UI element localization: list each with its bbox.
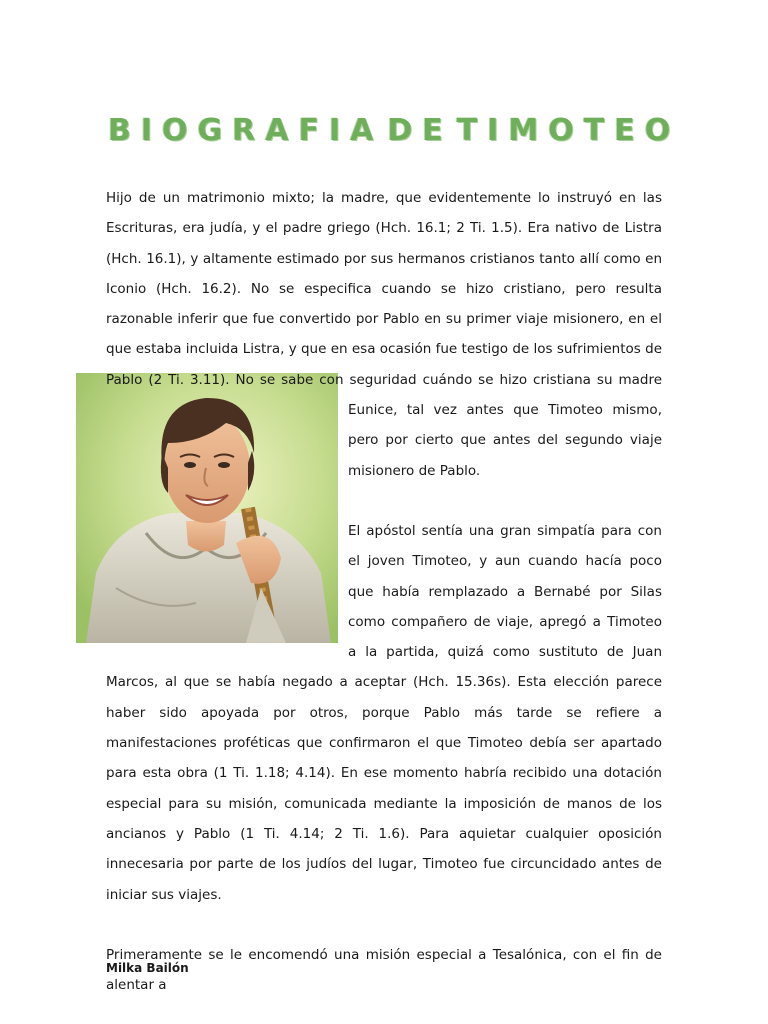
portrait-svg <box>76 373 338 643</box>
document-body <box>106 183 662 1000</box>
paragraph-text: se sabe con seguridad cuándo se hizo cristiana su madre Eunice, tal vez antes que Timoteo mismo, pero por cierto que antes del segundo viaje misionero de Pablo. <box>259 371 662 479</box>
timothy-portrait-image <box>76 373 338 643</box>
paragraph-gap <box>106 910 662 940</box>
title-word-text: TIMOTEO <box>456 112 681 148</box>
footer-author: Milka Bailón <box>106 961 189 975</box>
paragraph-2: El apóstol sentía una gran simpatía para con el joven Timoteo, y aun cuando hacía poco que había remplazado a Bernabé por Silas como compañero de viaje, apregó a Timoteo a la partida, quizá como sustituto de Juan Marcos, al que se había negado a aceptar (Hch. 15.36s). Esta elección parece haber sido apoyada por otros, porque Pablo más tarde se refiere a manifestaciones proféticas que confirmaron el que Timoteo debía ser apartado para esta obra (1 Ti. 1.18; 4.14). En ese momento habría recibido una dotación especial para su misión, comunicada mediante la imposición de manos de los ancianos y Pablo (1 Ti. 4.14; 2 Ti. 1.6). Para aquietar cualquier oposición innecesaria por parte de los judíos del lugar, Timoteo fue circuncidado antes de iniciar sus viajes. <box>106 522 662 903</box>
title-word-text: DE <box>387 112 453 148</box>
paragraph-1 <box>106 183 662 486</box>
document-title <box>106 106 681 154</box>
paragraph-text: Hijo de un matrimonio mixto; la madre, que evidentemente lo instruyó en las Escrituras, era judía, y el padre griego (Hch. 16.1; 2 Ti. 1.5). Era nativo de Listra (Hch. 16.1), y altamente estimado por sus hermanos cristianos tanto allí como en Iconio (Hch. 16.2). No se especifica cuando se hizo cristiano, pero resulta razonable inferir que fue convertido por Pablo en su primer viaje misionero, en el que estaba incluida Listra, y que en esa ocasión fue testigo de los sufrimientos de Pablo (2 Ti. 3.11). No <box>106 190 662 388</box>
paragraph-3: Primeramente se le encomendó una misión especial a Tesalónica, con el fin de alentar a <box>106 946 662 994</box>
title-word-3 <box>455 113 682 148</box>
title-word-text: BIOGRAFIA <box>108 112 384 148</box>
title-word-2 <box>385 113 454 148</box>
title-word-1 <box>106 113 385 148</box>
